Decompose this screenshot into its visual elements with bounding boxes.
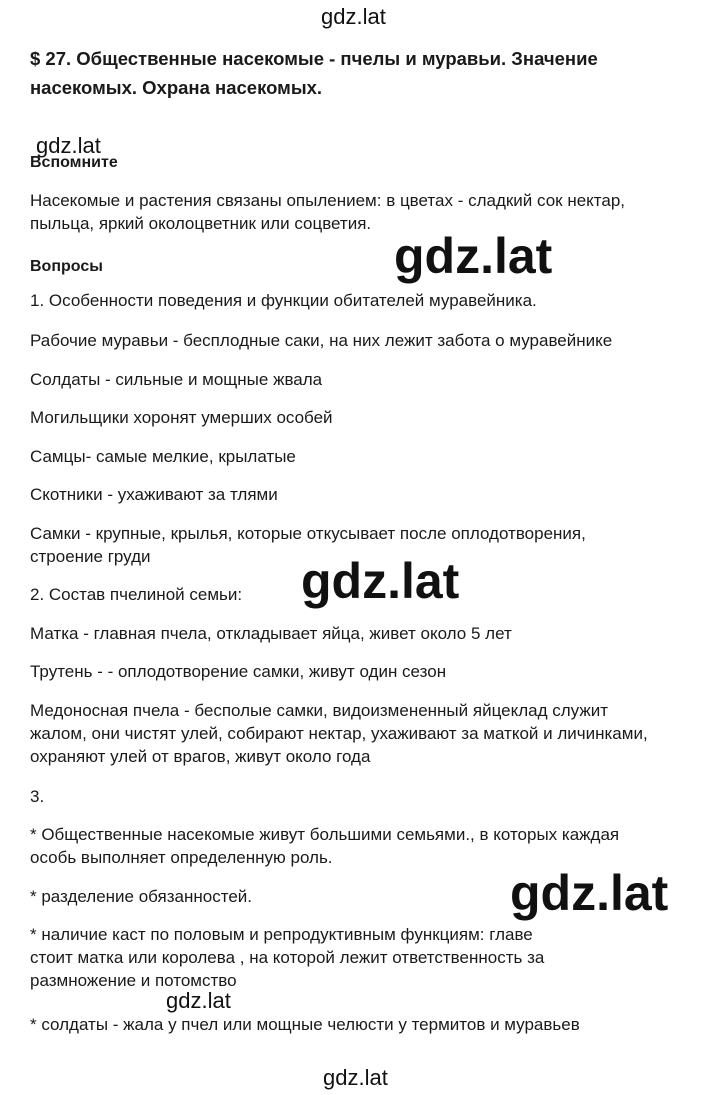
answer-line: Рабочие муравьи - бесплодные саки, на них лежит забота о муравейнике: [30, 331, 613, 350]
watermark-center-1: gdz.lat: [394, 228, 553, 284]
watermark-center-2: gdz.lat: [301, 553, 460, 609]
question-1-title: 1. Особенности поведения и функции обитателей муравейника.: [30, 291, 537, 310]
question-2-title: 2. Состав пчелиной семьи:: [30, 585, 243, 604]
page-title: $ 27. Общественные насекомые - пчелы и муравьи. Значение насекомых. Охрана насекомых.: [30, 48, 598, 98]
questions-heading: Вопросы: [30, 258, 103, 275]
watermark-bottom: gdz.lat: [323, 1065, 388, 1090]
answer-line: * разделение обязанностей.: [30, 887, 252, 906]
watermark-upper-left: gdz.lat: [36, 133, 101, 158]
remember-line: пыльца, яркий околоцветник или соцветия.: [30, 214, 372, 233]
question-3-title: 3.: [30, 787, 45, 806]
remember-heading: Вспомните: [30, 154, 118, 171]
remember-line: Насекомые и растения связаны опылением: в цветах - сладкий сок нектар,: [30, 191, 626, 210]
watermark-top: gdz.lat: [321, 4, 386, 29]
answer-line: Матка - главная пчела, откладывает яйца, живет около 5 лет: [30, 624, 512, 643]
answer-line: стоит матка или королева , на которой лежит ответственность за: [30, 948, 545, 967]
answer-line: Могильщики хоронят умерших особей: [30, 408, 333, 427]
watermark-lower-left: gdz.lat: [166, 988, 231, 1013]
answer-line: Трутень - - оплодотворение самки, живут один сезон: [30, 662, 447, 681]
answer-line: Скотники - ухаживают за тлями: [30, 485, 278, 504]
answer-line: Самки - крупные, крылья, которые откусывает после оплодотворения,: [30, 524, 586, 543]
answer-line: строение груди: [30, 547, 151, 566]
answer-line: Солдаты - сильные и мощные жвала: [30, 370, 323, 389]
answer-line: жалом, они чистят улей, собирают нектар, ухаживают за маткой и личинками,: [30, 724, 648, 743]
watermark-right: gdz.lat: [510, 865, 669, 921]
answer-line: * Общественные насекомые живут большими семьями., в которых каждая: [30, 825, 620, 844]
answer-line: размножение и потомство: [30, 971, 237, 990]
answer-line: особь выполняет определенную роль.: [30, 848, 333, 867]
answer-line: * наличие каст по половым и репродуктивным функциям: главе: [30, 925, 533, 944]
answer-line: Медоносная пчела - бесполые самки, видоизмененный яйцеклад служит: [30, 701, 608, 720]
answer-line: * солдаты - жала у пчел или мощные челюсти у термитов и муравьев: [30, 1015, 580, 1034]
answer-line: охраняют улей от врагов, живут около года: [30, 747, 371, 766]
answer-line: Самцы- самые мелкие, крылатые: [30, 447, 296, 466]
